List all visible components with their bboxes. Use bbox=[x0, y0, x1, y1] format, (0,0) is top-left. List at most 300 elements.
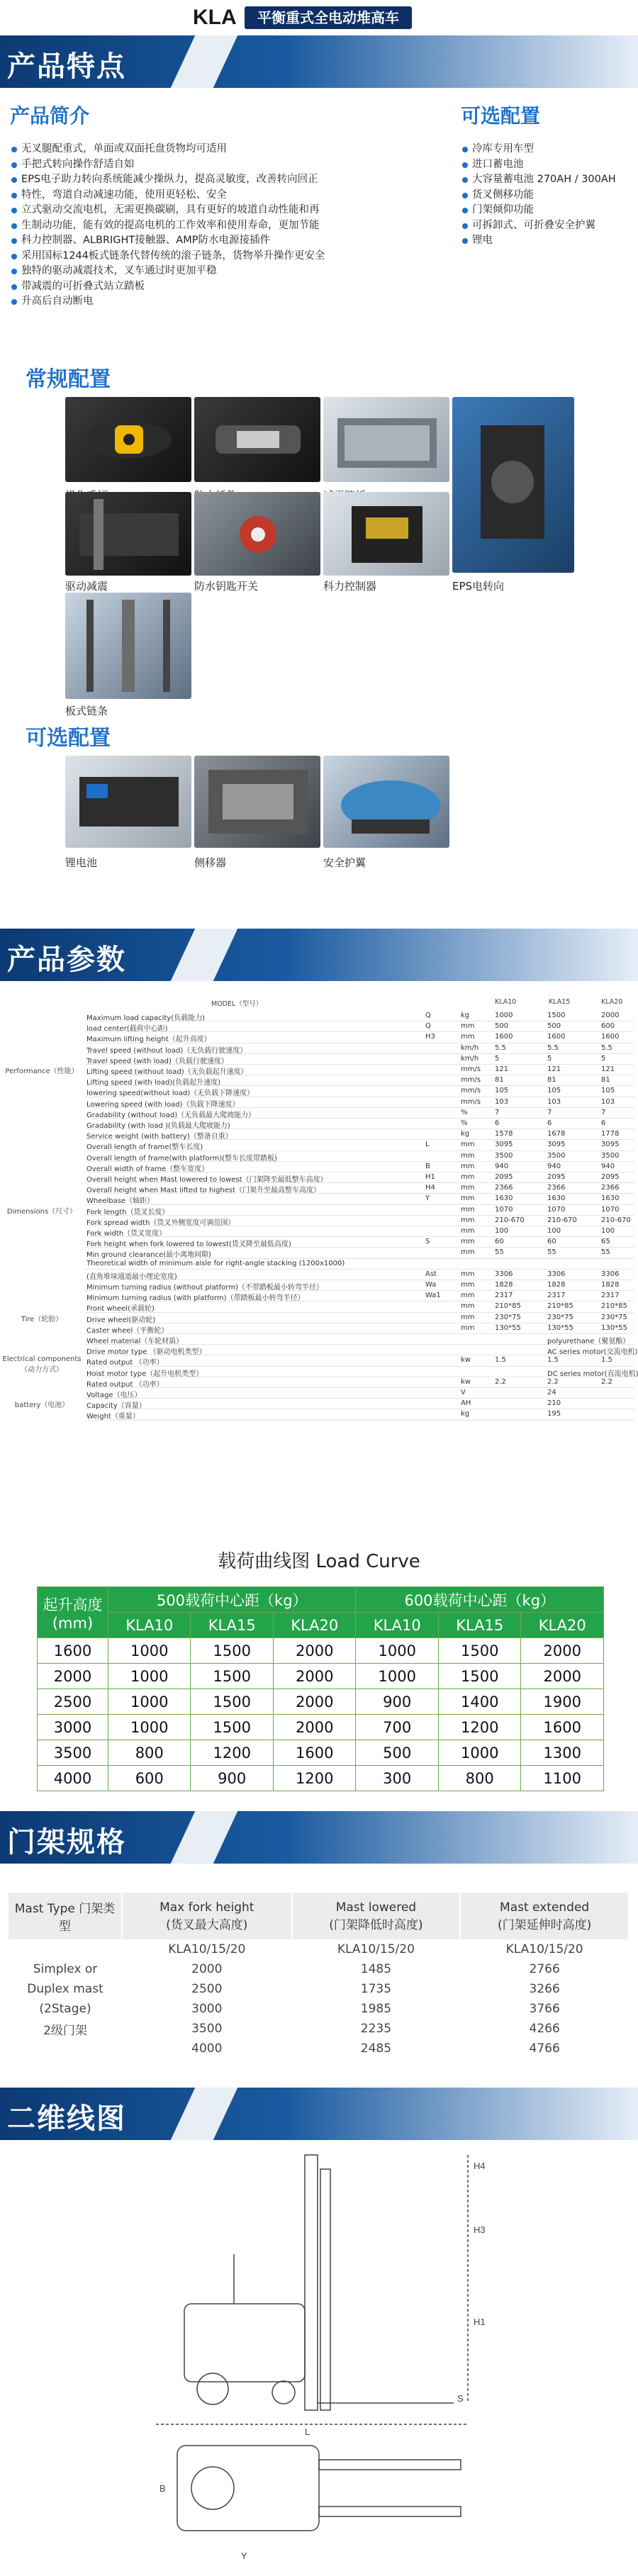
spec-name: Minimum turning radius (with platform)（带踏板最小转弯半径） bbox=[86, 1294, 305, 1303]
spec-kla10: 55 bbox=[495, 1248, 504, 1257]
spec-kla15: 55 bbox=[547, 1248, 556, 1257]
feature-item: 科力控制器、ALBRIGHT接触器、AMP防水电源接插件 bbox=[10, 233, 449, 249]
photo-lithium bbox=[65, 756, 191, 848]
feature-item: 生制动功能，能有效的提高电机的工作效率和使用寿命，更加节能 bbox=[10, 218, 449, 234]
spec-kla20: 1630 bbox=[601, 1194, 620, 1203]
spec-kla20: 1828 bbox=[601, 1281, 620, 1289]
load-cell: 1200 bbox=[191, 1740, 273, 1766]
spec-unit: mm bbox=[461, 1248, 475, 1257]
mast-row bbox=[9, 1979, 629, 1999]
spec-kla10: 130*55 bbox=[495, 1323, 521, 1332]
spec-kla20: 121 bbox=[601, 1065, 615, 1073]
col-kla10-a: KLA10 bbox=[108, 1613, 191, 1638]
spec-kla15: 210*85 bbox=[547, 1302, 573, 1311]
drawing-title: 二维线图 bbox=[7, 2102, 126, 2135]
spec-kla10: 1578 bbox=[495, 1130, 513, 1138]
spec-row bbox=[85, 1032, 634, 1043]
spec-kla15: 1500 bbox=[547, 1012, 566, 1019]
photo-eps-motor bbox=[452, 397, 574, 573]
dim-label-s: S bbox=[457, 2393, 464, 2404]
feature-item: 立式驱动交流电机，无需更换碳刷，具有更好的坡道自动性能和再 bbox=[10, 203, 449, 218]
spec-kla10: 1600 bbox=[495, 1033, 513, 1041]
spec-name: Wheel material（车轮材质） bbox=[86, 1338, 184, 1345]
load-cell: 1100 bbox=[521, 1766, 604, 1791]
load-row bbox=[38, 1689, 604, 1715]
spec-kla15: 100 bbox=[547, 1227, 561, 1235]
spec-name: Drive wheel(驱动轮) bbox=[86, 1316, 156, 1324]
spec-unit: km/h bbox=[461, 1043, 479, 1052]
spec-name: Maximum lifting height（起升高度） bbox=[86, 1036, 211, 1044]
feature-list bbox=[10, 142, 449, 310]
spec-kla15: 1.5 bbox=[547, 1356, 559, 1365]
caption-eps: EPS电转向 bbox=[452, 580, 505, 593]
spec-symbol: H1 bbox=[425, 1173, 435, 1181]
intro-column bbox=[10, 101, 449, 310]
spec-kla15: 500 bbox=[547, 1022, 561, 1031]
mast-cell: 2766 bbox=[529, 1962, 560, 1976]
load-cell: 1600 bbox=[521, 1715, 604, 1740]
controller-image bbox=[323, 492, 449, 576]
caption-side-shifter: 侧移器 bbox=[194, 856, 227, 869]
dim-label-y: Y bbox=[241, 2550, 247, 2561]
spec-kla15: 3500 bbox=[547, 1151, 566, 1160]
load-row bbox=[38, 1766, 604, 1791]
mast-cell: 2235 bbox=[360, 2022, 392, 2036]
spec-kla20: 2095 bbox=[601, 1173, 620, 1181]
spec-header-kla20: KLA20 bbox=[601, 998, 623, 1006]
spec-name: Overall length of frame(整车长度) bbox=[86, 1143, 203, 1152]
spec-kla10: 1.5 bbox=[495, 1356, 506, 1365]
caption-key-switch: 防水钥匙开关 bbox=[194, 580, 259, 593]
spec-row bbox=[85, 1043, 634, 1054]
spec-row bbox=[85, 1248, 634, 1258]
spec-unit: AH bbox=[461, 1399, 471, 1408]
spec-kla20: 2366 bbox=[601, 1184, 620, 1192]
spec-kla20: 55 bbox=[601, 1248, 610, 1257]
load-cell: 2000 bbox=[273, 1689, 356, 1715]
caption-chain: 板式链条 bbox=[65, 705, 108, 717]
spec-unit: mm bbox=[461, 1292, 475, 1300]
load-cell: 900 bbox=[191, 1766, 273, 1791]
spec-category: battery（电池） bbox=[14, 1401, 69, 1410]
spec-kla15: 24 bbox=[547, 1389, 556, 1396]
spec-kla10: 100 bbox=[495, 1227, 509, 1235]
load-cell: 500 bbox=[356, 1740, 438, 1766]
spec-kla15: 2317 bbox=[547, 1292, 566, 1300]
spec-symbol: Q bbox=[425, 1012, 431, 1019]
load-cell: 800 bbox=[438, 1766, 520, 1791]
col-kla10-b: KLA10 bbox=[356, 1613, 438, 1638]
spec-name: Capacity（容量） bbox=[86, 1402, 146, 1411]
mast-col-lowered-en: Mast lowered bbox=[335, 1900, 417, 1915]
spec-kla10: 1630 bbox=[495, 1194, 513, 1203]
optional-title: 可选配置 bbox=[461, 104, 541, 128]
mast-cell: 3766 bbox=[529, 2002, 560, 2016]
spec-row bbox=[85, 1270, 634, 1280]
mast-col-max-height-cn: (货叉最大高度) bbox=[166, 1917, 248, 1932]
standard-config-title: 常规配置 bbox=[26, 367, 111, 392]
photo-leaf-chain bbox=[65, 593, 191, 699]
spec-kla15: 5.5 bbox=[547, 1043, 559, 1052]
spec-kla10: 210-670 bbox=[495, 1216, 525, 1224]
load-cell: 300 bbox=[356, 1766, 438, 1791]
mast-row bbox=[9, 2019, 629, 2039]
line-drawing bbox=[0, 2148, 638, 2573]
mast-cell: 1735 bbox=[360, 1982, 392, 1996]
plug-image bbox=[194, 397, 320, 482]
top-view-fork-2 bbox=[319, 2507, 461, 2516]
spec-kla10: 3095 bbox=[495, 1141, 513, 1149]
damping-image bbox=[65, 492, 191, 576]
load-cell: 2000 bbox=[38, 1664, 108, 1689]
spec-name: Wheelbase（轴距） bbox=[86, 1197, 155, 1206]
optional-item: 冷库专用车型 bbox=[461, 142, 631, 157]
params-header-stripe bbox=[171, 929, 238, 981]
load-cell: 800 bbox=[108, 1740, 191, 1766]
spec-row bbox=[85, 1151, 634, 1162]
features-section-header bbox=[0, 35, 638, 88]
optional-list bbox=[461, 142, 631, 249]
spec-kla15: 105 bbox=[547, 1087, 561, 1095]
spec-name: Drive motor type （驱动电机类型） bbox=[86, 1348, 206, 1357]
feature-item: 升高后自动断电 bbox=[10, 294, 449, 310]
load-cell: 1300 bbox=[521, 1740, 604, 1766]
load-cell: 1400 bbox=[438, 1689, 520, 1715]
spec-kla20: 2317 bbox=[601, 1292, 620, 1300]
photo-side-shifter bbox=[194, 756, 320, 848]
load-cell: 1000 bbox=[108, 1638, 191, 1664]
spec-kla15: 2366 bbox=[547, 1184, 566, 1192]
spec-row bbox=[85, 1011, 634, 1021]
spec-row bbox=[85, 1129, 634, 1140]
spec-kla20: 210-670 bbox=[601, 1216, 631, 1224]
spec-row bbox=[85, 1399, 634, 1409]
mast-model-row bbox=[9, 1939, 629, 1959]
spec-kla20: 5 bbox=[601, 1054, 606, 1063]
spec-kla15: 230*75 bbox=[547, 1313, 573, 1321]
load-cell: 900 bbox=[356, 1689, 438, 1715]
spec-kla15: 1828 bbox=[547, 1281, 566, 1289]
spec-name: Caster wheel（平衡轮） bbox=[86, 1326, 169, 1335]
spec-kla15: 1630 bbox=[547, 1194, 566, 1203]
spec-unit: mm bbox=[461, 1323, 475, 1332]
mast-col-lowered-cn: (门架降低时高度) bbox=[329, 1917, 423, 1932]
body-outline bbox=[184, 2304, 305, 2382]
mast-row bbox=[9, 1959, 629, 1979]
feature-item: 特性，弯道自动减速功能，使用更轻松、安全 bbox=[10, 188, 449, 203]
spec-kla20: 940 bbox=[601, 1162, 615, 1170]
spec-header-kla10: KLA10 bbox=[495, 998, 517, 1006]
spec-kla15: 940 bbox=[547, 1162, 561, 1170]
spec-row bbox=[85, 1172, 634, 1183]
optional-item: 门架倾仰功能 bbox=[461, 203, 631, 218]
optional-item: 进口蓄电池 bbox=[461, 157, 631, 173]
mast-cell: 2000 bbox=[191, 1962, 223, 1976]
spec-row bbox=[85, 1226, 634, 1237]
spec-kla20: 1070 bbox=[601, 1205, 620, 1214]
key-switch-image bbox=[194, 492, 320, 576]
spec-name: Lifting speed (with load)(负载起升速度) bbox=[86, 1079, 221, 1087]
config-section bbox=[0, 359, 638, 926]
load-cell: 3500 bbox=[38, 1740, 108, 1766]
eps-image bbox=[452, 397, 574, 573]
spec-name: Travel speed (without load)（无负载行驶速度） bbox=[86, 1046, 247, 1055]
spec-kla20: 230*75 bbox=[601, 1313, 627, 1321]
spec-name: Front wheel(承载轮) bbox=[86, 1305, 155, 1314]
spec-name: Weight（重量） bbox=[86, 1413, 140, 1421]
spec-kla20: 100 bbox=[601, 1227, 615, 1235]
optional-config-title: 可选配置 bbox=[26, 726, 111, 751]
spec-unit: mm bbox=[461, 1281, 475, 1289]
spec-name: Rated output （功率） bbox=[86, 1359, 164, 1367]
spec-kla15: 60 bbox=[547, 1238, 556, 1246]
features-section-title: 产品特点 bbox=[7, 50, 126, 83]
load-cell: 600 bbox=[108, 1766, 191, 1791]
group-500: 500载荷中心距（kg） bbox=[108, 1587, 356, 1613]
spec-name: (直角堆垛通道最小理论宽度) bbox=[86, 1272, 177, 1281]
spec-kla20: 105 bbox=[601, 1087, 615, 1095]
spec-kla10: 81 bbox=[495, 1076, 504, 1085]
spec-kla10: 1000 bbox=[495, 1012, 513, 1019]
spec-name: Maximum load capacity(负载能力) bbox=[86, 1014, 206, 1022]
mast-row bbox=[9, 1999, 629, 2019]
spec-kla15: 1600 bbox=[547, 1033, 566, 1041]
spec-header-kla15: KLA15 bbox=[549, 998, 571, 1006]
spec-unit: mm bbox=[461, 1238, 475, 1246]
spec-unit: V bbox=[461, 1389, 466, 1396]
spec-unit: mm bbox=[461, 1184, 475, 1192]
spec-name: Overall length of frame(with platform)(整车长度带踏板) bbox=[86, 1154, 277, 1163]
spec-row bbox=[85, 1323, 634, 1334]
load-curve-table bbox=[37, 1586, 604, 1791]
drawing-area bbox=[0, 2148, 638, 2573]
mast-table bbox=[9, 1893, 629, 2059]
load-row bbox=[38, 1715, 604, 1740]
pedal-image bbox=[323, 397, 449, 482]
feature-item: 无叉腿配重式，单面或双面托盘货物均可适用 bbox=[10, 142, 449, 157]
top-view-wheel bbox=[191, 2467, 234, 2509]
feature-item: 采用国标1244板式链条代替传统的滚子链条，货物举升操作更安全 bbox=[10, 249, 449, 264]
spec-row bbox=[85, 1409, 634, 1420]
spec-unit: mm bbox=[461, 1033, 475, 1041]
mast-cell: 4000 bbox=[191, 2042, 223, 2056]
mast-cell: 1985 bbox=[360, 2002, 392, 2016]
spec-kla15: 3095 bbox=[547, 1141, 566, 1149]
load-cell: 1000 bbox=[356, 1638, 438, 1664]
mast-cell: 1485 bbox=[360, 1962, 392, 1976]
drive-wheel-outline bbox=[197, 2373, 228, 2404]
spec-kla20: 6 bbox=[601, 1119, 606, 1127]
spec-kla10: 500 bbox=[495, 1022, 509, 1031]
spec-kla15: 195 bbox=[547, 1410, 561, 1418]
load-cell: 2000 bbox=[521, 1664, 604, 1689]
mast-col-lowered bbox=[292, 1893, 461, 1939]
photo-handle bbox=[65, 397, 191, 482]
intro-title: 产品简介 bbox=[10, 104, 90, 128]
feature-item: 独特的驱动减震技术，叉车通过时更加平稳 bbox=[10, 264, 449, 279]
product-subtitle: 平衡重式全电动堆高车 bbox=[245, 6, 412, 29]
mast-col-type bbox=[9, 1893, 122, 1939]
spec-kla15: 210 bbox=[547, 1399, 561, 1408]
spec-kla20: 1.5 bbox=[601, 1356, 612, 1365]
spec-kla10: 2366 bbox=[495, 1184, 513, 1192]
photo-waterproof-plug bbox=[194, 397, 320, 482]
spec-name: Fork height when fork lowered to lowest(货叉降至最低高度) bbox=[86, 1241, 291, 1249]
spec-unit: mm bbox=[461, 1173, 475, 1181]
mast-section-header bbox=[0, 1811, 638, 1864]
handle-image bbox=[65, 397, 191, 482]
load-cell: 2000 bbox=[273, 1664, 356, 1689]
spec-row bbox=[85, 1140, 634, 1150]
spec-name: lowering speed(without load)（无负载下降速度） bbox=[86, 1090, 254, 1098]
spec-kla15: 2095 bbox=[547, 1173, 566, 1181]
mast-type-cell: 2级门架 bbox=[43, 2023, 87, 2038]
spec-kla10: 230*75 bbox=[495, 1313, 521, 1321]
spec-kla20: 600 bbox=[601, 1022, 615, 1031]
load-row bbox=[38, 1664, 604, 1689]
spec-kla15: AC series motor(交流电机) bbox=[547, 1348, 638, 1357]
photo-key-switch bbox=[194, 492, 320, 576]
mast-header-stripe bbox=[171, 1811, 238, 1864]
spec-symbol: Ast bbox=[425, 1270, 437, 1278]
caption-safety-wing: 安全护翼 bbox=[323, 856, 366, 869]
load-cell: 2000 bbox=[521, 1638, 604, 1664]
spec-kla15: 1678 bbox=[547, 1130, 566, 1138]
spec-row bbox=[85, 1162, 634, 1172]
spec-row bbox=[85, 1194, 634, 1204]
spec-name: Minimum turning radius (without platform)（不带踏板最小转弯半径） bbox=[86, 1284, 323, 1292]
spec-row bbox=[85, 1259, 634, 1270]
load-cell: 2000 bbox=[273, 1715, 356, 1740]
spec-kla10: 2.2 bbox=[495, 1377, 506, 1386]
mast-model-cell-1: KLA10/15/20 bbox=[168, 1942, 246, 1956]
spec-kla20: 2.2 bbox=[601, 1377, 612, 1386]
spec-name: Min ground clearance(最小离地间隙) bbox=[86, 1251, 212, 1260]
load-cell: 1200 bbox=[273, 1766, 356, 1791]
spec-name: Voltage（电压） bbox=[86, 1391, 142, 1399]
load-cell: 1500 bbox=[191, 1638, 273, 1664]
feature-item: 手把式转向操作舒适自如 bbox=[10, 157, 449, 173]
spec-kla10: 2095 bbox=[495, 1173, 513, 1181]
load-cell: 1000 bbox=[356, 1664, 438, 1689]
spec-name: Hoist motor type（起升电机类型） bbox=[86, 1370, 203, 1378]
top-header bbox=[0, 0, 638, 35]
optional-item: 货叉侧移功能 bbox=[461, 188, 631, 203]
mast-col-extended bbox=[460, 1893, 629, 1939]
spec-row bbox=[85, 1119, 634, 1129]
spec-row bbox=[85, 1388, 634, 1399]
spec-kla10: 121 bbox=[495, 1065, 509, 1073]
spec-kla15: 210-670 bbox=[547, 1216, 577, 1224]
spec-symbol: H4 bbox=[425, 1184, 435, 1192]
load-cell: 1900 bbox=[521, 1689, 604, 1715]
dim-label-b: B bbox=[160, 2483, 166, 2494]
spec-kla10: 7 bbox=[495, 1108, 500, 1116]
spec-row bbox=[85, 1313, 634, 1323]
spec-unit: mm bbox=[461, 1302, 475, 1311]
spec-kla20: 1778 bbox=[601, 1130, 620, 1138]
spec-kla15: 121 bbox=[547, 1065, 561, 1073]
spec-unit: km/h bbox=[461, 1054, 479, 1063]
spec-unit: kg bbox=[461, 1130, 470, 1138]
spec-kla20: 103 bbox=[601, 1097, 615, 1106]
mast-title: 门架规格 bbox=[7, 1826, 126, 1859]
spec-kla20: 1600 bbox=[601, 1033, 620, 1041]
spec-kla15: 103 bbox=[547, 1097, 561, 1106]
chain-image bbox=[65, 593, 191, 699]
rear-wheel-outline bbox=[272, 2381, 295, 2404]
spec-kla10: 5.5 bbox=[495, 1043, 506, 1052]
mast-model-cell-0 bbox=[9, 1939, 122, 1959]
drawing-section-header bbox=[0, 2088, 638, 2140]
load-cell: 4000 bbox=[38, 1766, 108, 1791]
mast-cell: 3000 bbox=[191, 2002, 223, 2016]
optional-column bbox=[461, 101, 631, 249]
load-cell: 1200 bbox=[438, 1715, 520, 1740]
spec-kla20: 130*55 bbox=[601, 1323, 627, 1332]
spec-name: Lowering speed (with load)（负载下降速度） bbox=[86, 1100, 240, 1109]
spec-row bbox=[85, 1237, 634, 1248]
spec-kla15: polyurethane（聚氨酯） bbox=[547, 1338, 630, 1345]
col-lift-height: 起升高度(mm) bbox=[38, 1587, 108, 1638]
spec-kla15: 3306 bbox=[547, 1270, 566, 1278]
spec-unit: mm bbox=[461, 1205, 475, 1214]
caption-lithium: 锂电池 bbox=[65, 856, 98, 869]
optional-item: 可拆卸式、可折叠安全护翼 bbox=[461, 218, 631, 234]
mast-col-extended-en: Mast extended bbox=[500, 1900, 590, 1915]
mast-type-cell: Duplex mast bbox=[27, 1982, 103, 1996]
mast-cell: 2500 bbox=[191, 1982, 223, 1996]
load-cell: 1500 bbox=[438, 1638, 520, 1664]
spec-kla20: 2000 bbox=[601, 1012, 620, 1019]
load-row bbox=[38, 1638, 604, 1664]
spec-name: Lifting speed (without load)（无负载起升速度） bbox=[86, 1068, 248, 1076]
spec-kla20: 3500 bbox=[601, 1151, 620, 1160]
mast-col-max-height-en: Max fork height bbox=[160, 1900, 254, 1915]
spec-row bbox=[85, 1334, 634, 1345]
spec-symbol: S bbox=[425, 1238, 430, 1246]
spec-kla15: 5 bbox=[547, 1054, 552, 1063]
spec-kla20: 3095 bbox=[601, 1141, 620, 1149]
dim-label-h4: H4 bbox=[474, 2161, 486, 2171]
mast-col-extended-cn: (门架延伸时高度) bbox=[498, 1917, 592, 1932]
spec-kla10: 103 bbox=[495, 1097, 509, 1106]
spec-row bbox=[85, 1367, 638, 1378]
spec-name: Overall height when Mast lowered to lowest（门架降至最低整车高度） bbox=[86, 1176, 328, 1184]
group-600: 600载荷中心距（kg） bbox=[356, 1587, 604, 1613]
photo-safety-wing bbox=[323, 756, 449, 848]
col-kla20-b: KLA20 bbox=[521, 1613, 604, 1638]
features-block bbox=[0, 89, 638, 359]
mast-col-type-label: Mast Type 门架类型 bbox=[14, 1902, 116, 1934]
caption-drive-damping: 驱动减震 bbox=[65, 580, 108, 593]
spec-symbol: Wa bbox=[425, 1281, 437, 1289]
load-cell: 2500 bbox=[38, 1689, 108, 1715]
spec-name: Gradability (without load)（无负载最大爬坡能力） bbox=[86, 1111, 256, 1119]
col-kla20-a: KLA20 bbox=[273, 1613, 356, 1638]
spec-unit: mm bbox=[461, 1216, 475, 1224]
mast-cell: 4266 bbox=[529, 2022, 560, 2036]
spec-row bbox=[85, 1280, 634, 1291]
spec-row bbox=[85, 1097, 634, 1108]
spec-unit: mm bbox=[461, 1227, 475, 1235]
spec-kla10: 210*85 bbox=[495, 1302, 521, 1311]
spec-header-model: MODEL（型号） bbox=[211, 1000, 263, 1008]
inner-mast-outline bbox=[320, 2169, 330, 2410]
params-title: 产品参数 bbox=[7, 943, 126, 976]
spec-name: Fork spread width（货叉外侧宽度可调范围） bbox=[86, 1219, 235, 1227]
spec-kla10: 1070 bbox=[495, 1205, 513, 1214]
